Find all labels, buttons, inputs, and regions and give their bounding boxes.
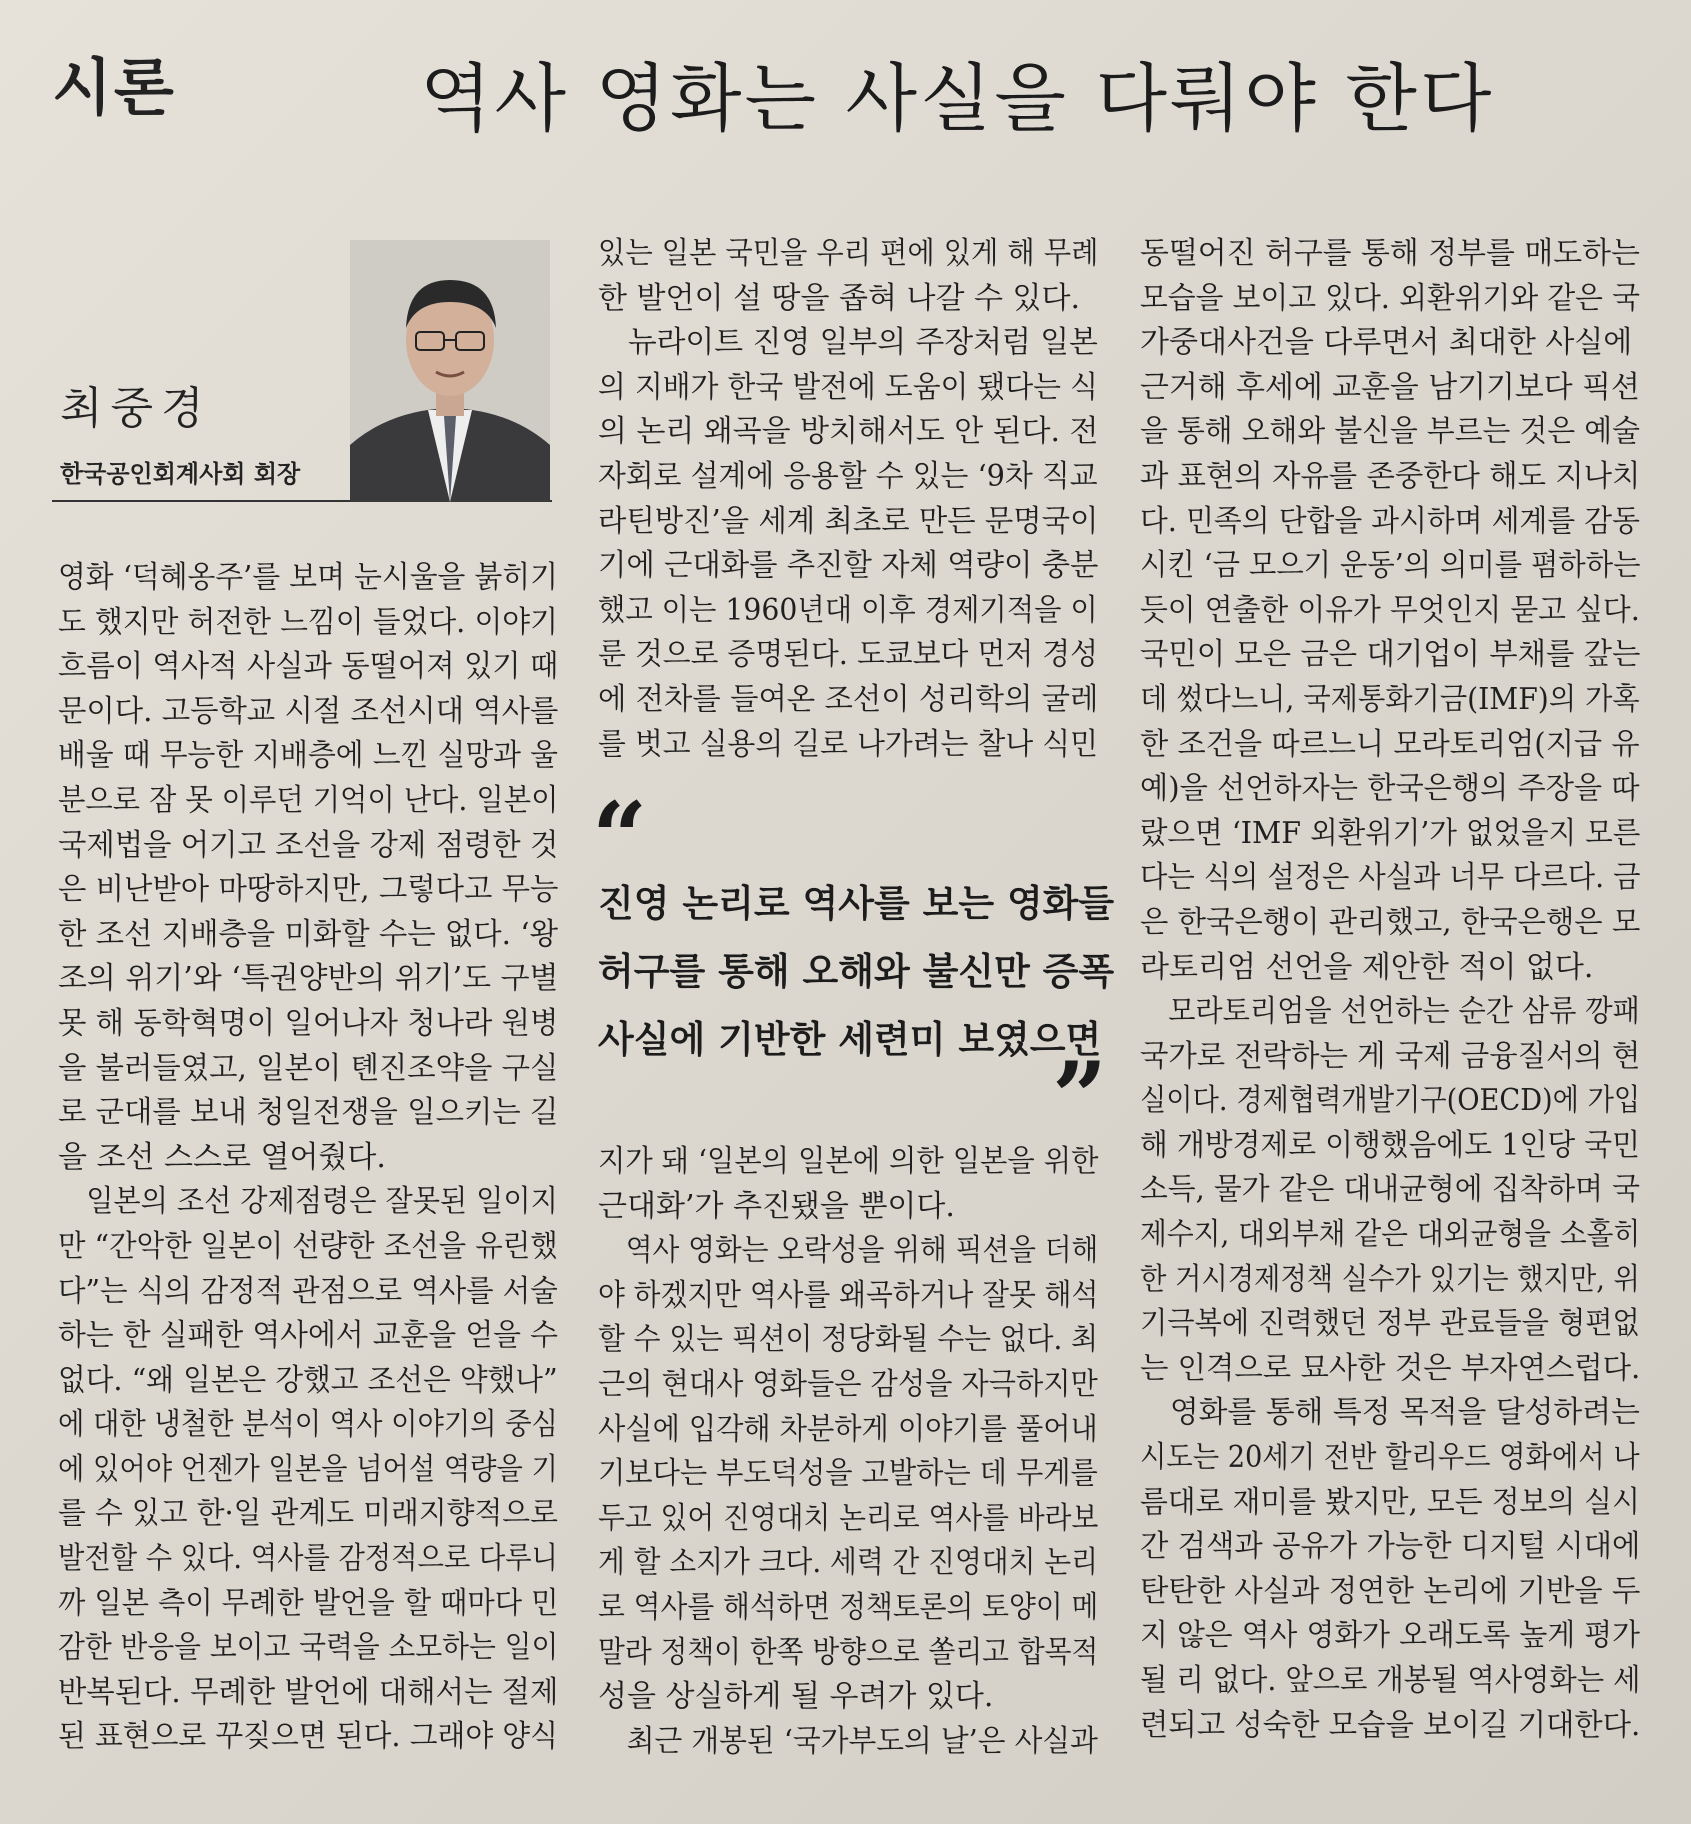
text-line: 없다. “왜 일본은 강했고 조선은 약했나” [58, 1362, 558, 1398]
text-line: 배울 때 무능한 지배층에 느낀 실망과 울 [58, 738, 558, 774]
text-line: 데 썼다느니, 국제통화기금(IMF)의 가혹 [1140, 681, 1640, 717]
text-line: 한 발언이 설 땅을 좁혀 나갈 수 있다. [598, 280, 1081, 316]
text-line: 분으로 잠 못 이루던 기억이 난다. 일본이 [58, 782, 559, 818]
text-line: 근대화’가 추진됐을 뿐이다. [598, 1188, 955, 1224]
text-line: 동떨어진 허구를 통해 정부를 매도하는 [1140, 236, 1640, 271]
text-line: 시도는 20세기 전반 할리우드 영화에서 나 [1140, 1440, 1640, 1476]
text-line: 로 역사를 해석하면 정책토론의 토양이 메 [598, 1589, 1099, 1625]
text-line: 반복된다. 무례한 발언에 대해서는 절제 [58, 1674, 559, 1710]
text-line: 은 한국은행이 관리했고, 한국은행은 모 [1140, 904, 1641, 940]
text-line: 탄탄한 사실과 정연한 논리에 기반을 두 [1140, 1573, 1641, 1609]
text-line: 예)을 선언하자는 한국은행의 주장을 따 [1140, 771, 1640, 807]
text-line: 최근 개봉된 ‘국가부도의 날’은 사실과 [598, 1723, 1098, 1759]
text-line: 국가로 전락하는 게 국제 금융질서의 현 [1140, 1038, 1641, 1074]
text-line: 했고 이는 1960년대 이후 경제기적을 이 [598, 592, 1098, 628]
text-line: 역사 영화는 오락성을 위해 픽션을 더해 [598, 1233, 1099, 1269]
text-line: 할 수 있는 픽션이 정당화될 수는 없다. 최 [598, 1322, 1098, 1358]
text-line: 있는 일본 국민을 우리 편에 있게 해 무례 [598, 236, 1099, 271]
text-line: 에 대한 냉철한 분석이 역사 이야기의 중심 [58, 1407, 558, 1443]
text-line: 가중대사건을 다루면서 최대한 사실에 [1140, 325, 1633, 361]
pullquote [598, 870, 1118, 1074]
pullquote-close-mark: ” [1052, 1041, 1108, 1154]
text-line: 름대로 재미를 봤지만, 모든 정보의 실시 [1140, 1484, 1640, 1520]
text-line: 기에 근대화를 추진할 자체 역량이 충분 [598, 548, 1099, 584]
pullquote-line: 허구를 통해 오해와 불신만 증폭 [598, 950, 1115, 993]
text-line: 게 할 소지가 크다. 세력 간 진영대치 논리 [598, 1545, 1098, 1581]
text-line: 과 표현의 자유를 존중한다 해도 지나치 [1140, 458, 1641, 494]
text-line: 한 거시경제정책 실수가 있기는 했지만, 위 [1140, 1261, 1640, 1297]
text-line: 문이다. 고등학교 시절 조선시대 역사를 [58, 693, 559, 729]
text-line: 영화를 통해 특정 목적을 달성하려는 [1140, 1395, 1640, 1431]
text-line: 의 지배가 한국 발전에 도움이 됐다는 식 [598, 369, 1098, 405]
body-column-2-top [598, 232, 1098, 767]
text-line: 에 있어야 언젠가 일본을 넘어설 역량을 기 [58, 1451, 558, 1487]
text-line: 다. 민족의 단합을 과시하며 세계를 감동 [1140, 503, 1640, 539]
text-line: 일본의 조선 강제점령은 잘못된 일이지 [58, 1184, 558, 1220]
text-line: 된 표현으로 꾸짖으면 된다. 그래야 양식 [58, 1719, 558, 1755]
text-line: 을 통해 오해와 불신을 부르는 것은 예술 [1140, 414, 1640, 450]
text-line: 두고 있어 진영대치 논리로 역사를 바라보 [598, 1500, 1099, 1536]
text-line: 성을 상실하게 될 우려가 있다. [598, 1679, 994, 1715]
text-line: 다”는 식의 감정적 관점으로 역사를 서술 [58, 1273, 558, 1309]
text-line: 랐으면 ‘IMF 외환위기’가 없었을지 모른 [1140, 815, 1641, 851]
text-line: 지가 돼 ‘일본의 일본에 의한 일본을 위한 [598, 1144, 1099, 1179]
text-line: 발전할 수 있다. 역사를 감정적으로 다루니 [58, 1541, 558, 1577]
text-line: 자회로 설계에 응용할 수 있는 ‘9차 직교 [598, 458, 1098, 494]
body-column-3 [1140, 232, 1640, 1748]
text-line: 만 “간악한 일본이 선량한 조선을 유린했 [58, 1228, 558, 1264]
text-line: 국제법을 어기고 조선을 강제 점령한 것 [58, 827, 559, 863]
text-line: 소득, 물가 같은 대내균형에 집착하며 국 [1140, 1172, 1640, 1208]
text-line: 하는 한 실패한 역사에서 교훈을 얻을 수 [58, 1318, 558, 1354]
text-line: 간 검색과 공유가 가능한 디지털 시대에 [1140, 1529, 1641, 1565]
text-line: 뉴라이트 진영 일부의 주장처럼 일본 [598, 325, 1098, 361]
author-title: 한국공인회계사회 회장 [60, 460, 301, 488]
text-line: 한 조건을 따르느니 모라토리엄(지급 유 [1140, 726, 1640, 762]
text-line: 말라 정책이 한쪽 방향으로 쏠리고 합목적 [598, 1634, 1099, 1670]
text-line: 근거해 후세에 교훈을 남기기보다 픽션 [1140, 369, 1640, 405]
text-line: 를 벗고 실용의 길로 나가려는 찰나 식민 [598, 726, 1098, 762]
text-line: 모습을 보이고 있다. 외환위기와 같은 국 [1140, 280, 1640, 316]
text-line: 시킨 ‘금 모으기 운동’의 의미를 폄하하는 [1140, 548, 1641, 584]
text-line: 라토리엄 선언을 제안한 적이 없다. [1140, 949, 1594, 985]
pullquote-open-mark: “ [592, 781, 648, 894]
text-line: 로 군대를 보내 청일전쟁을 일으키는 길 [58, 1095, 559, 1131]
text-line: 에 전차를 들여온 조선이 성리학의 굴레 [598, 681, 1099, 717]
pullquote-line: 사실에 기반한 세련미 보였으면 [598, 1018, 1102, 1061]
author-name: 최중경 [60, 383, 212, 434]
text-line: 듯이 연출한 이유가 무엇인지 묻고 싶다. [1140, 592, 1640, 628]
text-line: 실이다. 경제협력개발기구(OECD)에 가입 [1140, 1083, 1641, 1119]
text-line: 를 수 있고 한·일 관계도 미래지향적으로 [58, 1496, 558, 1532]
text-line: 제수지, 대외부채 같은 대외균형을 소홀히 [1140, 1217, 1641, 1253]
text-line: 다는 식의 설정은 사실과 너무 다르다. 금 [1140, 860, 1641, 896]
text-line: 룬 것으로 증명된다. 도쿄보다 먼저 경성 [598, 637, 1098, 673]
text-line: 조의 위기’와 ‘특권양반의 위기’도 구별 [58, 961, 559, 997]
headline: 역사 영화는 사실을 다뤄야 한다 [420, 56, 1495, 142]
text-line: 한 조선 지배층을 미화할 수는 없다. ‘왕 [58, 916, 558, 952]
text-line: 련되고 성숙한 모습을 보이길 기대한다. [1140, 1707, 1641, 1743]
text-line: 는 인격으로 묘사한 것은 부자연스럽다. [1140, 1350, 1641, 1386]
text-line: 영화 ‘덕혜옹주’를 보며 눈시울을 붉히기 [58, 560, 558, 595]
text-line: 을 조선 스스로 열어줬다. [58, 1139, 386, 1175]
text-line: 감한 반응을 보이고 국력을 소모하는 일이 [58, 1630, 559, 1666]
body-column-1 [58, 556, 558, 1760]
text-line: 국민이 모은 금은 대기업이 부채를 갚는 [1140, 637, 1641, 673]
text-line: 모라토리엄을 선언하는 순간 삼류 깡패 [1140, 994, 1640, 1030]
text-line: 될 리 없다. 앞으로 개봉될 역사영화는 세 [1140, 1663, 1641, 1698]
section-kicker: 시론 [52, 51, 176, 124]
text-line: 흐름이 역사적 사실과 동떨어져 있기 때 [58, 649, 559, 685]
text-line: 사실에 입각해 차분하게 이야기를 풀어내 [598, 1411, 1098, 1447]
text-line: 을 불러들였고, 일본이 톈진조약을 구실 [58, 1050, 559, 1086]
text-line: 의 논리 왜곡을 방치해서도 안 된다. 전 [598, 414, 1099, 450]
pullquote-line: 진영 논리로 역사를 보는 영화들 [598, 882, 1115, 925]
text-line: 까 일본 측이 무례한 발언을 할 때마다 민 [58, 1585, 559, 1621]
text-line: 은 비난받아 마땅하지만, 그렇다고 무능 [58, 872, 559, 908]
text-line: 기극복에 진력했던 정부 관료들을 형편없 [1140, 1306, 1640, 1342]
text-line: 도 했지만 허전한 느낌이 들었다. 이야기 [58, 604, 558, 640]
text-line: 라틴방진’을 세계 최초로 만든 문명국이 [598, 503, 1099, 539]
author-portrait [350, 240, 550, 502]
text-line: 야 하겠지만 역사를 왜곡하거나 잘못 해석 [598, 1277, 1099, 1313]
text-line: 지 않은 역사 영화가 오래도록 높게 평가 [1140, 1618, 1640, 1654]
body-column-2-bottom [598, 1140, 1098, 1764]
text-line: 기보다는 부도덕성을 고발하는 데 무게를 [598, 1456, 1098, 1492]
text-line: 근의 현대사 영화들은 감성을 자극하지만 [598, 1366, 1098, 1402]
text-line: 못 해 동학혁명이 일어나자 청나라 원병 [58, 1005, 559, 1041]
text-line: 해 개방경제로 이행했음에도 1인당 국민 [1140, 1127, 1640, 1163]
